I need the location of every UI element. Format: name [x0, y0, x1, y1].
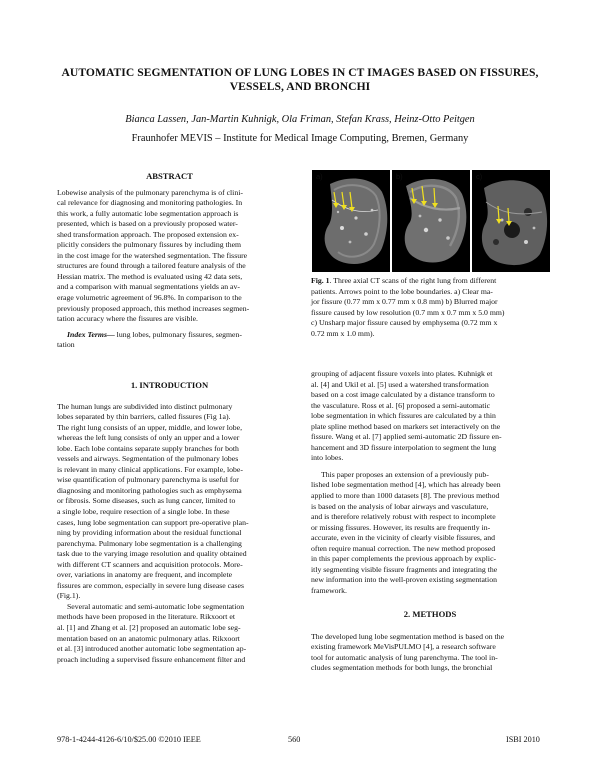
body-line: grouping of adjacent fissure voxels into plates. Kuhnigk et	[311, 369, 493, 378]
right-column-body	[311, 369, 549, 596]
methods-line: tool for automatic analysis of lung parenchyma. The tool in-	[311, 652, 498, 662]
intro-line: ning by providing information about the residual functional	[57, 528, 242, 538]
index-terms-label: Index Terms—	[67, 329, 115, 339]
intro-line: task due to the varying image resolution and quality obtained	[57, 549, 247, 559]
body-line: lobe segmentation in which fissures are calculated by a thin	[311, 411, 496, 421]
intro-line: The human lungs are subdivided into distinct pulmonary	[57, 401, 233, 411]
body-line: al. [4] and Ukil et al. [5] used a watershed transformation	[311, 379, 489, 389]
body-line: the vasculature. Ross et al. [6] proposed a semi-automatic	[311, 400, 491, 410]
ct-scan-b-image	[392, 170, 470, 272]
abstract-section	[57, 171, 282, 351]
body-line: based on a cost image calculated by a distance transform to	[311, 390, 495, 400]
ct-panel-c	[472, 170, 550, 272]
intro-line: wise quantification of pulmonary parenchyma is useful for	[57, 475, 239, 485]
intro-line: mentation based on an anatomic pulmonary atlas. Rikxoort	[57, 633, 240, 643]
abstract-line: cal relevance for diagnosing and monitoring pathologies. In	[57, 198, 243, 208]
abstract-line: shed transformation approach. The proposed extension ex-	[57, 229, 239, 239]
body-line: applied to more than 1000 datasets [8]. The previous method	[311, 491, 500, 501]
intro-paragraph-1	[57, 402, 282, 602]
intro-line: over, variations in anatomy are frequent, and incomplete	[57, 570, 233, 580]
intro-paragraph-2	[57, 602, 282, 665]
title-line-1: AUTOMATIC SEGMENTATION OF LUNG LOBES IN CT IMAGES BASED ON FISSURES,	[61, 66, 539, 79]
related-work-paragraph	[311, 369, 549, 464]
body-line: lished lobe segmentation method [4], which has already been	[311, 480, 501, 490]
methods-heading: 2. METHODS	[403, 609, 457, 619]
caption-line: patients. Arrows point to the lobe boundaries. a) Clear ma-	[311, 286, 493, 296]
abstract-line: and a comparison with manual segmentations yields an av-	[57, 282, 240, 292]
intro-line: Several automatic and semi-automatic lobe segmentation	[67, 601, 245, 611]
caption-line: 0.72 mm x 1.0 mm).	[311, 328, 375, 338]
intro-line: lobe. Each lobe contains separate supply branches for both	[57, 443, 239, 453]
body-line: or missing fissures. However, its results are frequently in-	[311, 522, 491, 532]
ct-scan-a-image	[312, 170, 390, 272]
body-line: fissure. Wang et al. [7] applied semi-automatic 2D fissure en-	[311, 432, 502, 442]
intro-line: parenchyma. Pulmonary lobe segmentation is a challenging	[57, 538, 242, 548]
body-line: into lobes.	[311, 453, 344, 463]
figure-1	[312, 170, 550, 272]
ct-scan-c-image	[472, 170, 550, 272]
intro-line: a single lobe, require resection of a single lobe. In these	[57, 507, 230, 517]
methods-section	[311, 609, 549, 674]
body-line: often require manual correction. The new method proposed	[311, 543, 496, 553]
methods-line: The developed lung lobe segmentation method is based on the	[311, 631, 505, 641]
abstract-line: this work, a fully automatic lobe segmentation approach is	[57, 208, 239, 218]
footer-venue: ISBI 2010	[506, 735, 540, 744]
abstract-line: Lobewise analysis of the pulmonary parenchyma is of clini-	[57, 187, 243, 197]
caption-line: jor fissure (0.77 mm x 0.77 mm x 0.8 mm) b) Blurred major	[311, 297, 498, 307]
intro-line: proach including a supervised fissure enhancement filter and	[57, 654, 246, 664]
panel-label-c: c)	[476, 172, 483, 181]
body-line: in this paper complements the previous approach by explic-	[311, 554, 497, 564]
abstract-line: erage volumetric agreement of 96.8%. In comparison to the	[57, 293, 242, 303]
body-line: itly segmenting visible fissure fragments and integrating the	[311, 564, 498, 574]
body-line: hancement and 3D fissure interpolation to segment the lung	[311, 442, 497, 452]
methods-line: cludes segmentation methods for both lungs, the bronchial	[311, 663, 493, 673]
panel-label-a: a)	[316, 172, 323, 181]
title-line-2: VESSELS, AND BRONCHI	[229, 80, 371, 93]
intro-line: cases, lung lobe segmentation can support pre-operative plan-	[57, 517, 249, 527]
abstract-line: tation accuracy where the fissures are visible.	[57, 314, 198, 324]
abstract-line: presented, which is based on a previously proposed water-	[57, 219, 238, 229]
intro-line: methods have been proposed in the literature. Rikxoort et	[57, 612, 235, 622]
intro-line: (Fig.1).	[57, 591, 81, 601]
abstract-heading: ABSTRACT	[146, 171, 193, 181]
intro-line: is relevant in many clinical applications. For example, lobe-	[57, 464, 243, 474]
proposal-paragraph	[311, 470, 549, 597]
intro-line: et al. [3] introduced another automatic lobe segmentation ap-	[57, 644, 247, 654]
footer-copyright: 978-1-4244-4126-6/10/$25.00 ©2010 IEEE	[57, 735, 201, 744]
intro-line: lobes separated by thin barriers, called fissures (Fig 1a).	[57, 412, 231, 422]
introduction-section	[57, 380, 282, 665]
intro-line: al. [1] and Zhang et al. [2] proposed an automatic lobe seg-	[57, 623, 241, 633]
intro-line: whereas the left lung consists of only an upper and a lower	[57, 433, 240, 443]
index-terms-line: lung lobes, pulmonary fissures, segmen-	[114, 329, 242, 339]
body-line: new information into the well-proven existing segmentation	[311, 575, 497, 585]
body-line: This paper proposes an extension of a previously pub-	[321, 469, 489, 479]
index-terms-line: tation	[57, 340, 75, 350]
author-list: Bianca Lassen, Jan-Martin Kuhnigk, Ola Friman, Stefan Krass, Heinz-Otto Peitgen	[125, 114, 475, 125]
body-line: accurate, even in the vicinity of clearly visible fissures, and	[311, 533, 495, 543]
page-number: 560	[288, 735, 301, 744]
intro-line: The right lung consists of an upper, middle, and lower lobe,	[57, 422, 243, 432]
body-line: is based on the analysis of lobar airways and vasculature,	[311, 501, 489, 511]
body-line: framework.	[311, 585, 347, 595]
body-line: and is therefore relatively robust with respect to incomplete	[311, 512, 496, 522]
paper-title	[40, 66, 560, 94]
intro-line: diagnosing and monitoring pathologies such as emphysema	[57, 485, 242, 495]
abstract-line: in the cost image for the watershed segmentation. The fissure	[57, 250, 248, 260]
methods-line: existing framework MeVisPULMO [4], a research software	[311, 642, 496, 652]
abstract-line: Hessian matrix. The method is evaluated using 42 data sets,	[57, 271, 243, 281]
introduction-heading: 1. INTRODUCTION	[130, 380, 209, 390]
abstract-line: previously proposed approach, this method increases segmen-	[57, 303, 250, 313]
caption-line: fissure caused by low resolution (0.7 mm x 0.7 mm x 5.0 mm)	[311, 307, 505, 317]
intro-line: with different CT scanners and acquisition protocols. More-	[57, 559, 243, 569]
panel-label-b: b)	[396, 172, 403, 181]
affiliation: Fraunhofer MEVIS – Institute for Medical Image Computing, Bremen, Germany	[131, 133, 469, 144]
index-terms	[57, 330, 282, 341]
figure-1-caption	[311, 276, 549, 339]
abstract-line: structures are found through a tailored feature analysis of the	[57, 261, 246, 271]
abstract-body	[57, 188, 282, 325]
abstract-line: plicitly considers the pulmonary fissures by including them	[57, 240, 242, 250]
caption-line	[311, 276, 549, 287]
body-line: plate spline method based on markers set interactively on the	[311, 421, 501, 431]
intro-line: or fibrosis. Some diseases, such as lung cancer, limited to	[57, 496, 236, 506]
caption-text: . Three axial CT scans of the right lung from different	[329, 276, 497, 285]
caption-line: c) Unsharp major fissure caused by emphysema (0.72 mm x	[311, 318, 498, 328]
ct-panel-b	[392, 170, 470, 272]
intro-line: fissures are common, especially in severe lung disease cases	[57, 580, 245, 590]
caption-label: Fig. 1	[311, 276, 330, 285]
intro-line: vessels and airways. Segmentation of the pulmonary lobes	[57, 454, 239, 464]
ct-panel-a	[312, 170, 390, 272]
